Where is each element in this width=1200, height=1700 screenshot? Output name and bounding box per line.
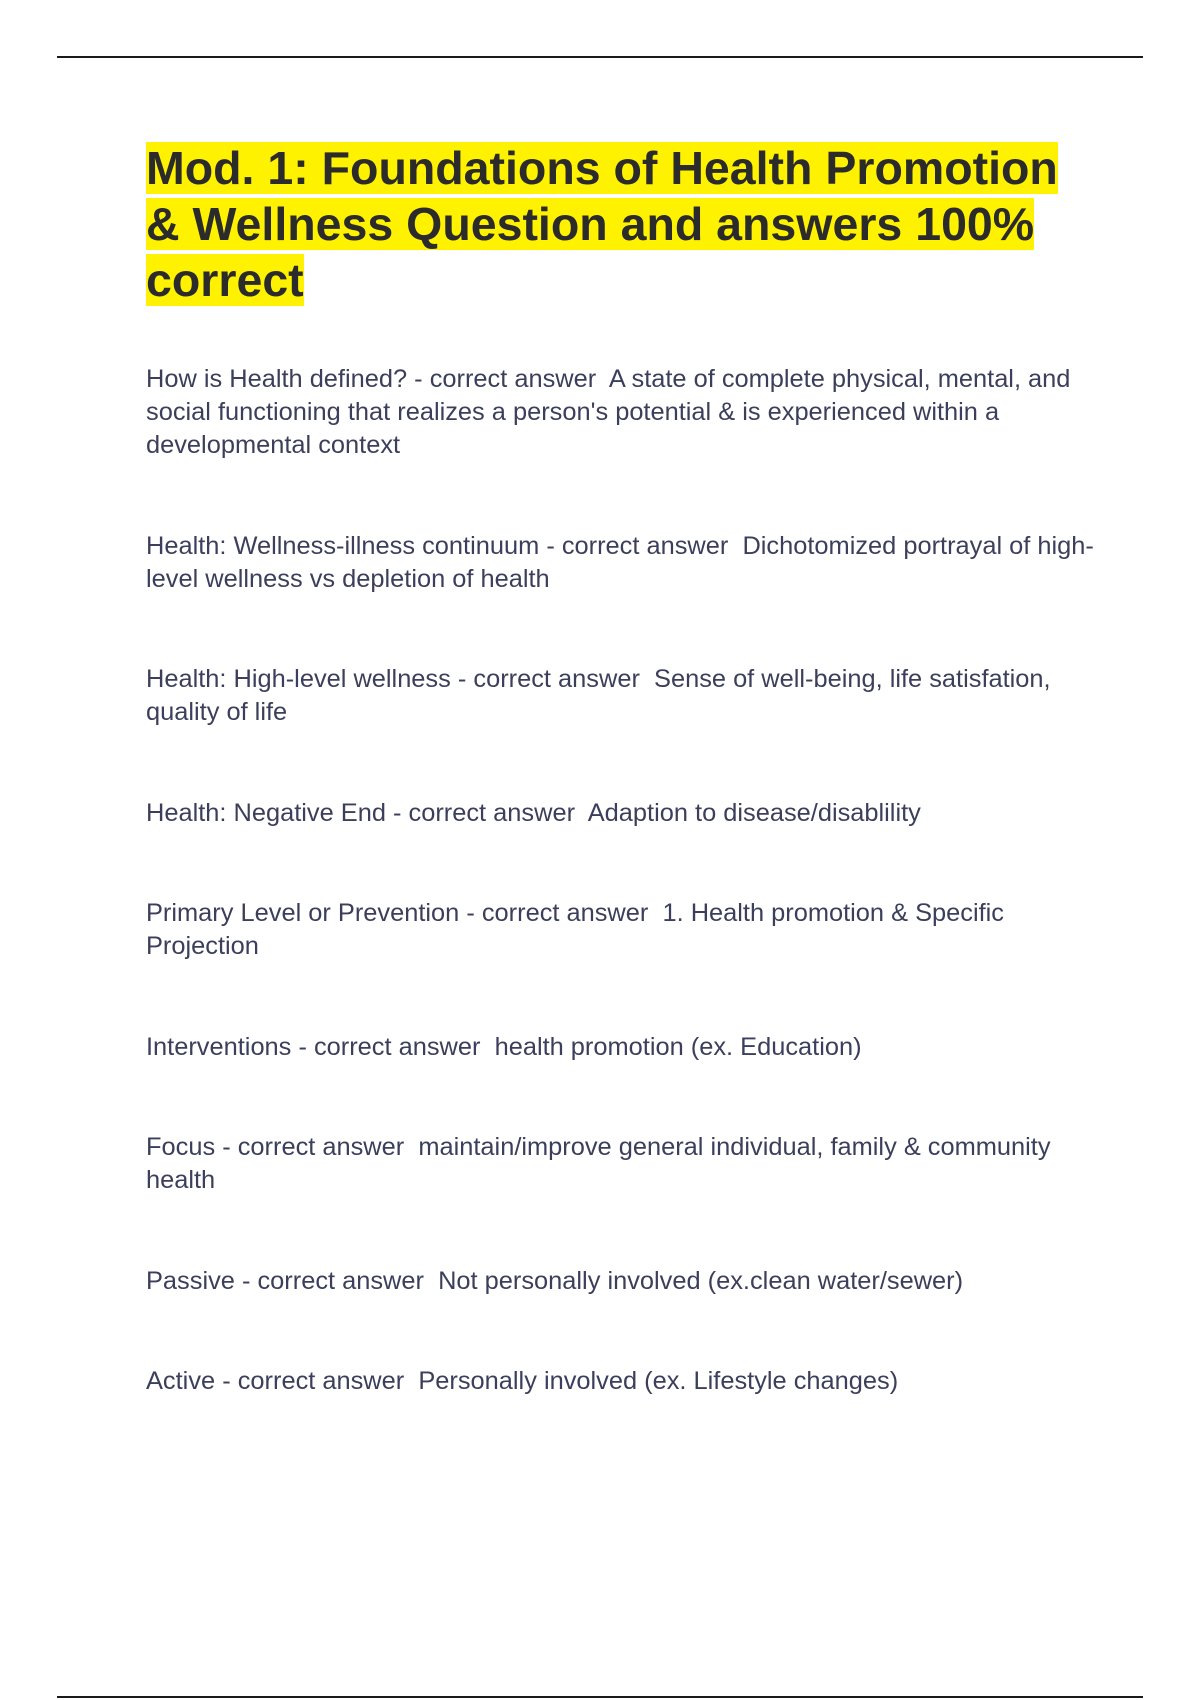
qa-separator: - correct answer	[539, 532, 743, 560]
qa-answer: health promotion (ex. Education)	[494, 1033, 862, 1061]
qa-question: Passive	[146, 1267, 235, 1295]
qa-question: Interventions	[146, 1033, 292, 1061]
qa-item	[146, 663, 1096, 729]
qa-separator: - correct answer	[450, 665, 655, 693]
title-highlight: Mod. 1: Foundations of Health Promotion & Wellness Question and answers 100% correct	[146, 142, 1058, 306]
qa-question: Health: Wellness-illness continuum	[146, 532, 540, 560]
document-title	[146, 140, 1086, 308]
qa-item	[146, 797, 1096, 830]
qa-answer: Personally involved (ex. Lifestyle changes)	[418, 1367, 899, 1395]
qa-question: Health: High-level wellness	[146, 665, 451, 693]
qa-question: How is Health defined?	[146, 365, 408, 393]
qa-item	[146, 530, 1096, 596]
qa-question: Health: Negative End	[146, 799, 386, 827]
qa-answer: Sense of well-being, life satisfation, quality of life	[146, 665, 1058, 726]
qa-item	[146, 1031, 1096, 1064]
qa-question: Focus	[146, 1133, 216, 1161]
qa-item	[146, 897, 1096, 963]
qa-question: Primary Level or Prevention	[146, 899, 460, 927]
qa-separator: - correct answer	[215, 1367, 419, 1395]
qa-separator: - correct answer	[215, 1133, 419, 1161]
qa-separator: - correct answer	[234, 1267, 439, 1295]
footer-rule	[57, 1696, 1143, 1698]
qa-separator: - correct answer	[385, 799, 588, 827]
qa-answer: Not personally involved (ex.clean water/sewer)	[438, 1267, 964, 1295]
qa-question: Active	[146, 1367, 216, 1395]
qa-item	[146, 1265, 1096, 1298]
qa-answer: maintain/improve general individual, family & community health	[146, 1133, 1058, 1194]
qa-separator: - correct answer	[407, 365, 609, 393]
qa-answer: Dichotomized portrayal of high-level wellness vs depletion of health	[146, 532, 1094, 593]
qa-item	[146, 1131, 1096, 1197]
qa-separator: - correct answer	[291, 1033, 495, 1061]
qa-answer: Adaption to disease/disablility	[587, 799, 921, 827]
qa-answer: A state of complete physical, mental, and social functioning that realizes a person's potential & is experienced within a developmental context	[146, 365, 1078, 459]
qa-answer: 1. Health promotion & Specific Projection	[146, 899, 1012, 960]
qa-item	[146, 1365, 1096, 1398]
qa-item	[146, 363, 1096, 462]
header-rule	[57, 56, 1143, 58]
qa-separator: - correct answer	[459, 899, 663, 927]
